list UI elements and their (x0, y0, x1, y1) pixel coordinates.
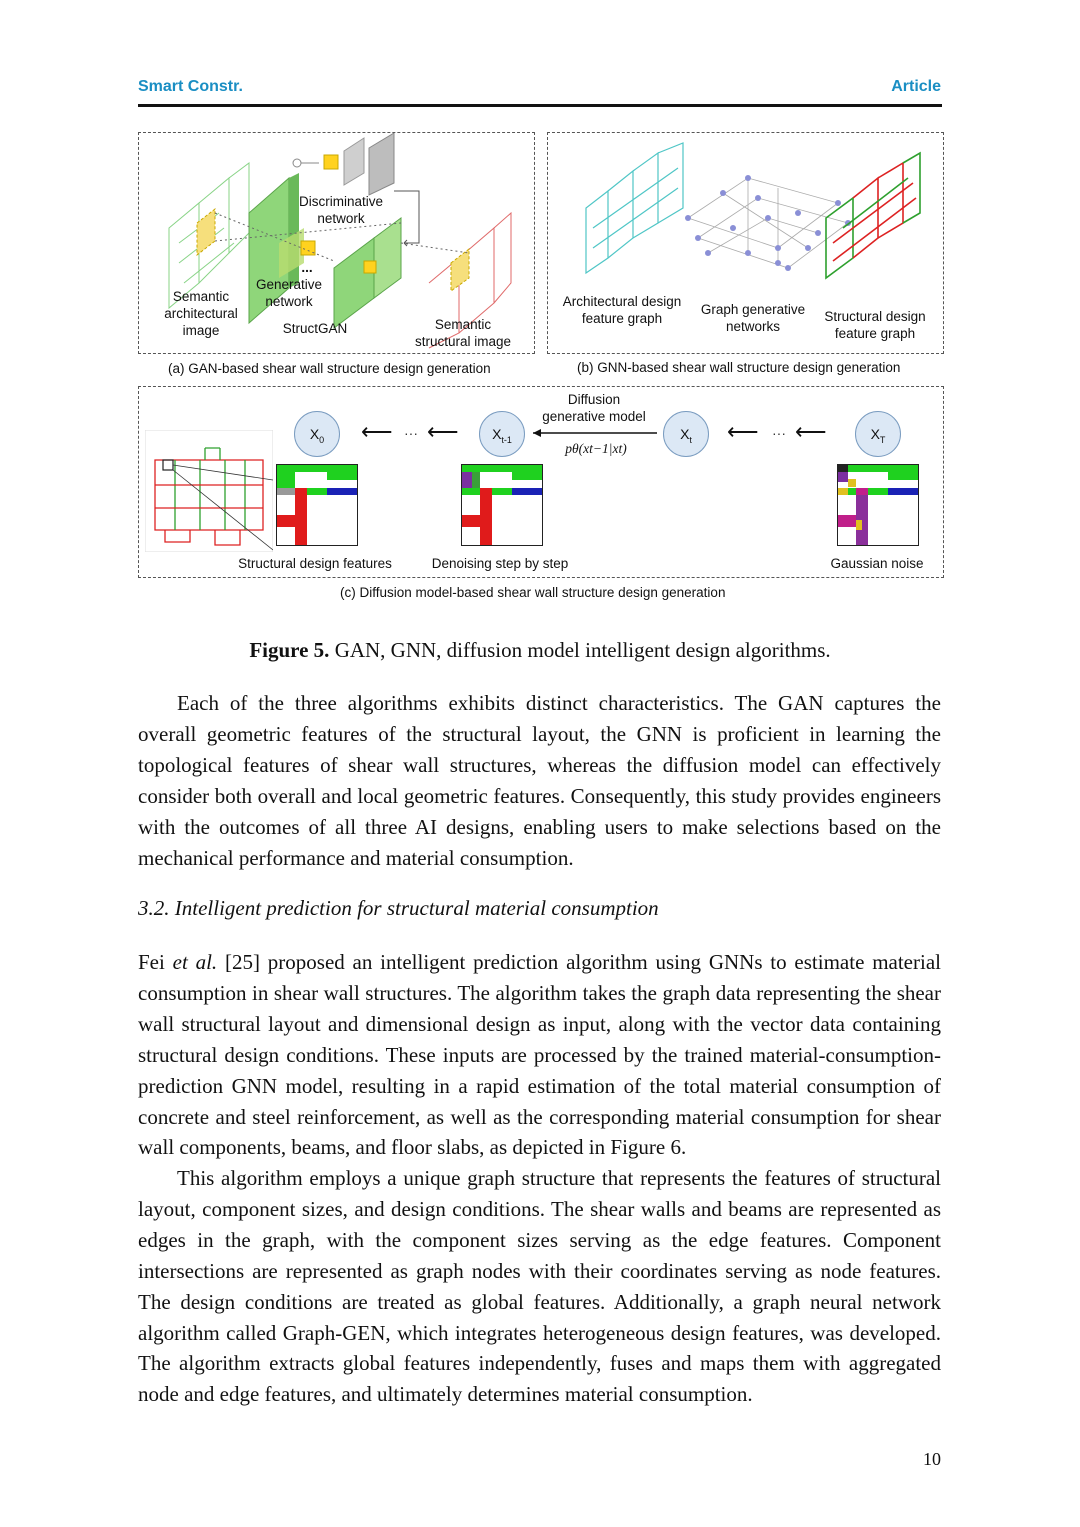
header-rule (138, 104, 942, 107)
figure-caption-text: GAN, GNN, diffusion model intelligent design algorithms. (329, 638, 831, 662)
figure-panel-b (547, 132, 944, 354)
figure-panel-c (138, 386, 944, 578)
figure-caption-label: Figure 5. (249, 638, 330, 662)
structgan-label: StructGAN (282, 321, 348, 336)
discriminative-network-label: Discriminative network (298, 194, 383, 226)
node-xT: $X_T$ (855, 411, 901, 457)
figure-panel-a (138, 132, 535, 354)
section-heading: 3.2. Intelligent prediction for structural material consumption (138, 896, 659, 920)
page-number: 10 (923, 1449, 941, 1469)
architectural-graph-label: Architectural design feature graph (562, 294, 682, 326)
structural-features-label: Structural design features (238, 556, 392, 571)
panel-c-caption: (c) Diffusion model-based shear wall structure design generation (340, 585, 726, 600)
panel-a-caption: (a) GAN-based shear wall structure design generation (168, 361, 491, 376)
graph-generative-label: Graph generative networks (700, 302, 806, 334)
grid-xt-1 (461, 464, 543, 546)
diffusion-arrow-icon (529, 427, 659, 439)
generative-network-label: Generative network (255, 277, 323, 309)
ellipsis-1: ··· (404, 425, 418, 441)
ellipsis-2: ··· (772, 425, 786, 441)
floor-plan-inset (145, 430, 273, 552)
node-xt-minus-1: $X_{t-1}$ (479, 411, 525, 457)
denoising-label: Denoising step by step (431, 556, 569, 571)
paragraph-3: This algorithm employs a unique graph structure that represents the features of structural layout, component sizes, and design conditions. The shear walls and beams are represented as edges in the graph, with the component sizes serving as the edge features. Component intersections are represented as graph nodes with their coordinates serving as node features. The design conditions are treated as global features. Additionally, a graph neural network algorithm called Graph-GEN, which integrates heterogeneous design features, was developed. The algorithm extracts global features independently, fuses and maps them with aggregated node and edge features, and ultimately determines material consumption. (138, 1166, 941, 1407)
paragraph-2: Fei et al. [25] proposed an intelligent prediction algorithm using GNNs to estimate material consumption in shear wall structures. The algorithm takes the graph data representing the shear wall structural layout and dimensional design as input, along with the vector data containing structural design conditions. These inputs are processed by the trained material-consumption-prediction GNN model, resulting in a rapid estimation of the total material consumption of concrete and steel reinforcement, as well as the corresponding material consumption for shear wall components, beams, and floor slabs, as depicted in Figure 6. (138, 950, 941, 1160)
node-x0: $X_0$ (294, 411, 340, 457)
journal-name: Smart Constr. (138, 78, 243, 95)
grid-x0 (276, 464, 358, 546)
article-type: Article (891, 78, 941, 95)
semantic-structural-label: Semantic structural image (414, 317, 512, 349)
paragraph-1: Each of the three algorithms exhibits distinct characteristics. The GAN captures the overall geometric features of the structural layout, the GNN is proficient in learning the topological features of shear wall structures, whereas the diffusion model can effectively consider both overall and local geometric features. Consequently, this study provides engineers with the outcomes of all three AI designs, enabling users to make selections based on the mechanical performance and material consumption. (138, 691, 941, 870)
gaussian-noise-label: Gaussian noise (830, 556, 924, 571)
transition-formula: pθ(xt−1|xt) (565, 441, 627, 456)
diffusion-model-label: Diffusion generative model (542, 392, 646, 424)
semantic-architectural-label: Semantic architectural image (164, 289, 238, 338)
arrow-left-icon: ⟵ (361, 419, 393, 444)
arrow-left-icon: ⟵ (727, 419, 759, 444)
grid-xT (837, 464, 919, 546)
arrow-left-icon: ⟵ (427, 419, 459, 444)
figure-caption (0, 638, 1080, 663)
ellipsis: ... (301, 260, 313, 275)
panel-b-caption: (b) GNN-based shear wall structure design generation (577, 360, 901, 375)
arrow-left-icon: ⟵ (795, 419, 827, 444)
structural-graph-label: Structural design feature graph (824, 309, 926, 341)
node-xt: $X_t$ (663, 411, 709, 457)
